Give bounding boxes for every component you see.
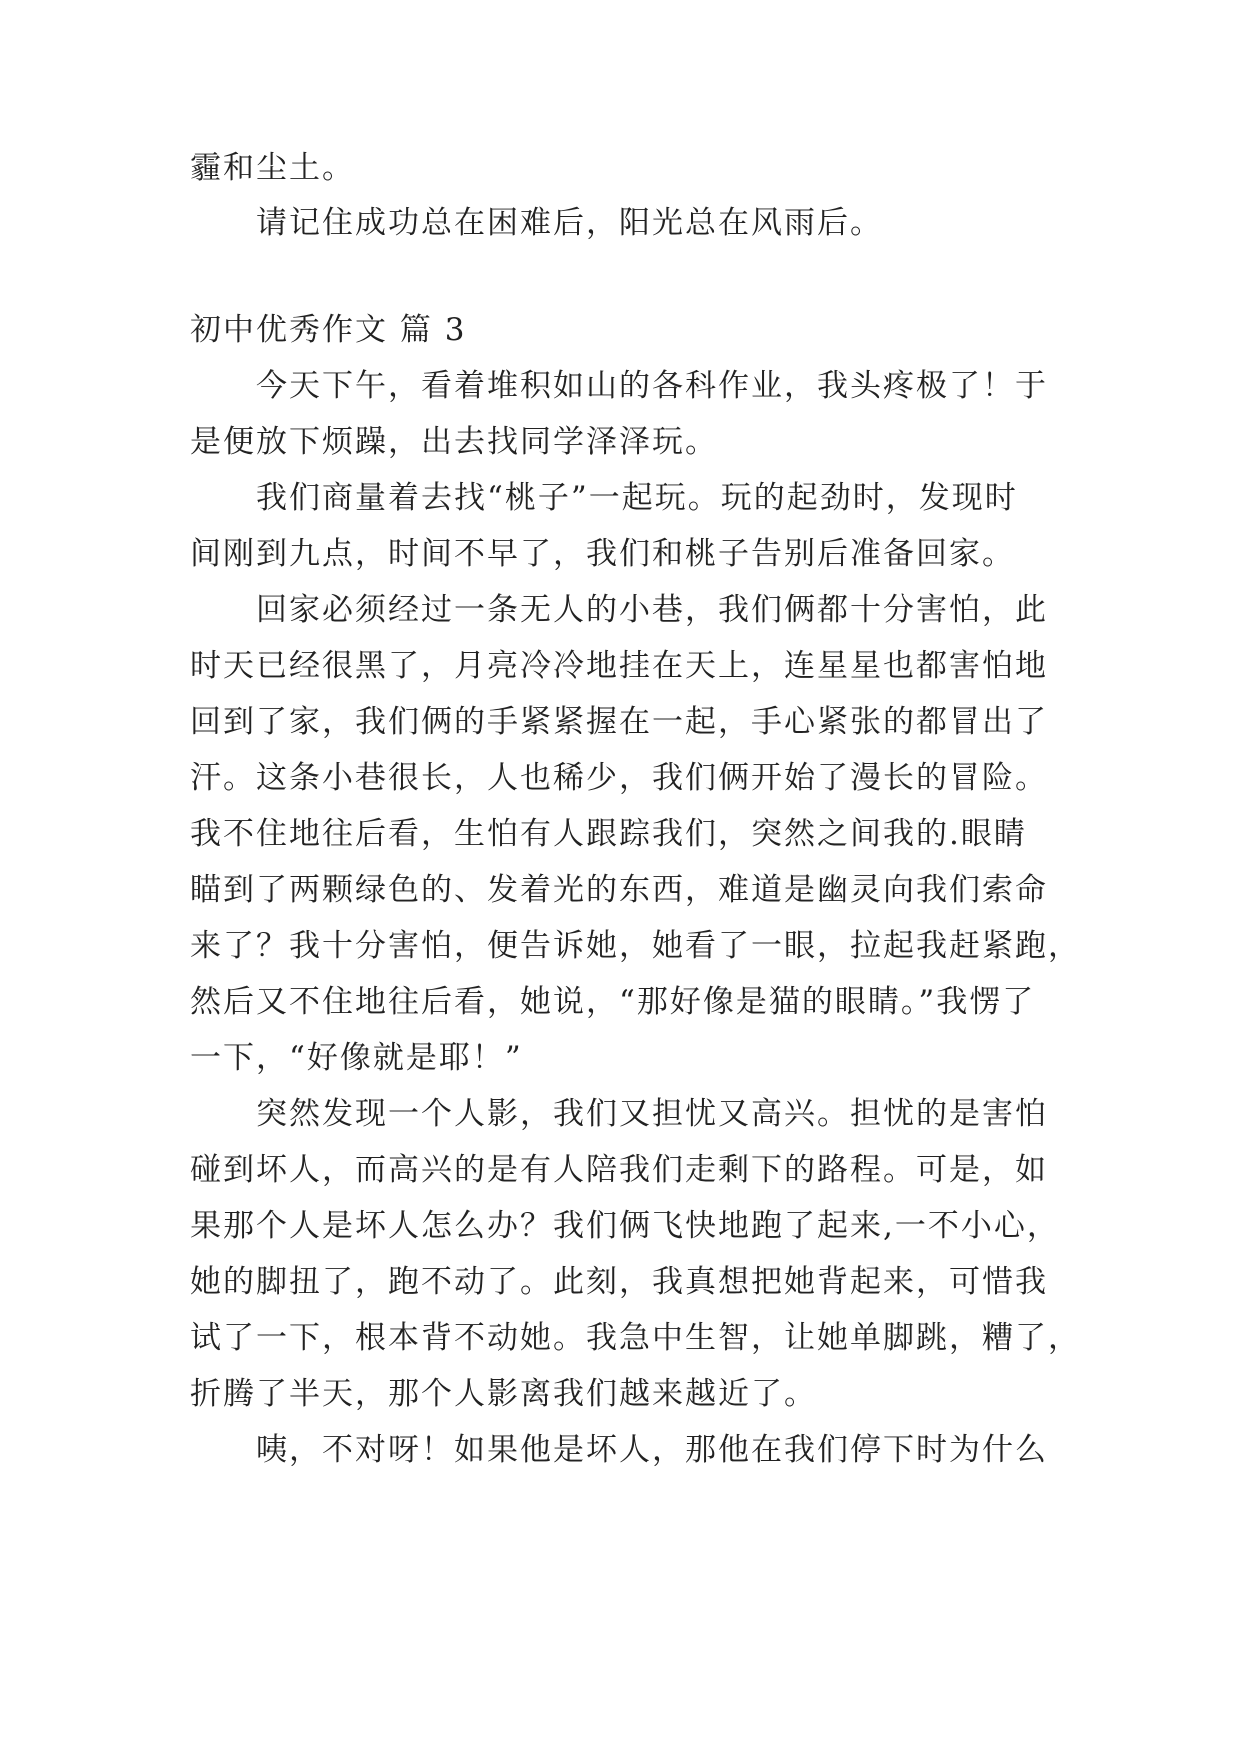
text-line: 试了一下，根本背不动她。我急中生智，让她单脚跳，糟了， <box>190 1320 1081 1356</box>
text-line: 汗。这条小巷很长，人也稀少，我们俩开始了漫长的冒险。 <box>190 760 1048 796</box>
text-line: 今天下午，看着堆积如山的各科作业，我头疼极了！于 <box>256 368 1048 404</box>
text-line: 一下，“好像就是耶！” <box>190 1040 523 1076</box>
text-line: 请记住成功总在困难后，阳光总在风雨后。 <box>256 205 883 241</box>
text-line: 回到了家，我们俩的手紧紧握在一起，手心紧张的都冒出了 <box>190 704 1048 740</box>
text-line: 咦，不对呀！如果他是坏人，那他在我们停下时为什么 <box>256 1432 1048 1468</box>
text-line: 来了？我十分害怕，便告诉她，她看了一眼，拉起我赶紧跑， <box>190 928 1081 964</box>
text-line: 然后又不住地往后看，她说，“那好像是猫的眼睛。”我愣了 <box>190 984 1036 1020</box>
text-line: 果那个人是坏人怎么办？我们俩飞快地跑了起来,一不小心， <box>190 1208 1060 1244</box>
text-line: 是便放下烦躁，出去找同学泽泽玩。 <box>190 424 718 460</box>
text-line: 霾和尘土。 <box>190 150 355 186</box>
text-line: 间刚到九点，时间不早了，我们和桃子告别后准备回家。 <box>190 536 1015 572</box>
text-line: 碰到坏人，而高兴的是有人陪我们走剩下的路程。可是，如 <box>190 1152 1048 1188</box>
text-line: 我们商量着去找“桃子”一起玩。玩的起劲时，发现时 <box>256 480 1018 516</box>
text-line: 她的脚扭了，跑不动了。此刻，我真想把她背起来，可惜我 <box>190 1264 1048 1300</box>
text-line: 瞄到了两颗绿色的、发着光的东西，难道是幽灵向我们索命 <box>190 872 1048 908</box>
text-line: 折腾了半天，那个人影离我们越来越近了。 <box>190 1376 817 1412</box>
text-line: 时天已经很黑了，月亮冷冷地挂在天上，连星星也都害怕地 <box>190 648 1048 684</box>
text-line: 我不住地往后看，生怕有人跟踪我们，突然之间我的.眼睛 <box>190 816 1027 852</box>
text-line: 回家必须经过一条无人的小巷，我们俩都十分害怕，此 <box>256 592 1048 628</box>
section-heading: 初中优秀作文 篇 3 <box>190 312 467 348</box>
text-line: 突然发现一个人影，我们又担忧又高兴。担忧的是害怕 <box>256 1096 1048 1132</box>
